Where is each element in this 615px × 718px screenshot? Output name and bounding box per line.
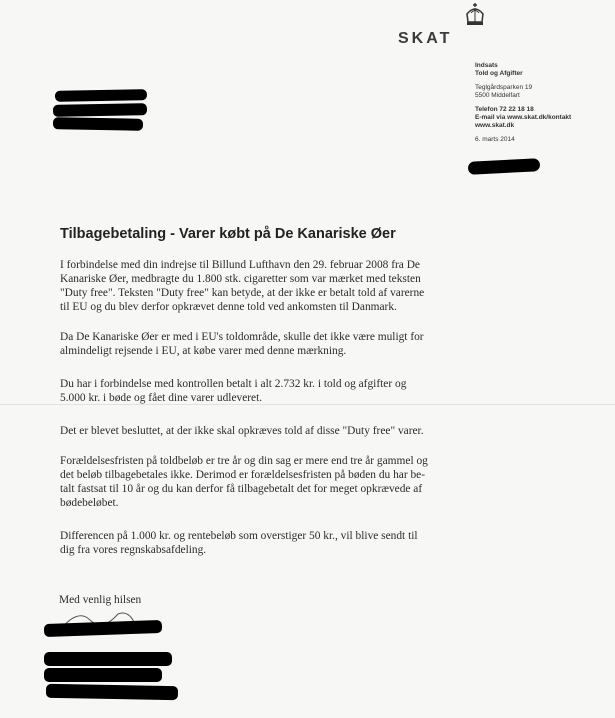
paragraph: Differencen på 1.000 kr. og rentebeløb som overstiger 50 kr., vil blive sendt til dig fra vores regnskabsafdeling. — [60, 530, 418, 556]
paragraph: Forældelsesfristen på toldbeløb er tre år og din sag er mere end tre år gammel og det beløb tilbagebetales ikke. Derimod er forældelsesfristen på bøden du har be- talt fastsat til 10 år og du kan derfor få tilbagebetalt det for meget opkrævede af bødebeløbet. — [60, 455, 428, 509]
paragraph: I forbindelse med din indrejse til Billund Lufthavn den 29. februar 2008 fra De Kanariske Øer, medbragte du 1.800 stk. cigaretter som var mærket med teksten "Duty free". Teksten "Duty free" kan betyde, at der ikke er betalt told af varerne til EU og du blev derfor opkrævet denne told ved ankomsten til Danmark. — [60, 259, 425, 313]
closing: Med venlig hilsen — [59, 594, 142, 606]
postal: 5500 Middelfart — [475, 92, 520, 99]
paragraph: Det er blevet besluttet, at der ikke skal opkræves told af disse "Duty free" varer. — [60, 425, 424, 437]
sender-block — [475, 62, 615, 144]
letter-date: 6. marts 2014 — [475, 136, 515, 143]
web: www.skat.dk — [475, 122, 515, 129]
redaction-signature-3 — [44, 668, 162, 682]
skat-logo: SKAT — [398, 30, 453, 47]
redaction-address-1 — [55, 89, 147, 102]
redaction-reference — [468, 158, 541, 175]
redaction-signature-2 — [44, 652, 172, 666]
division: Told og Afgifter — [475, 70, 523, 77]
redaction-address-2 — [53, 103, 147, 117]
street: Teglgårdsparken 19 — [475, 84, 533, 91]
paragraph: Du har i forbindelse med kontrollen betalt i alt 2.732 kr. i told og afgifter og 5.000 kr. i bøde og fået dine varer udleveret. — [60, 378, 407, 404]
letter-title: Tilbagebetaling - Varer købt på De Kanariske Øer — [60, 226, 396, 242]
email: E-mail via www.skat.dk/kontakt — [475, 114, 572, 121]
phone: Telefon 72 22 18 18 — [475, 106, 534, 113]
redaction-signature-4 — [46, 684, 178, 700]
crown-icon — [463, 2, 487, 28]
redaction-address-3 — [53, 117, 143, 131]
paragraph: Da De Kanariske Øer er med i EU's toldområde, skulle det ikke være muligt for almindeligt rejsende i EU, at købe varer med denne mærkning. — [60, 331, 424, 357]
department: Indsats — [475, 62, 498, 69]
